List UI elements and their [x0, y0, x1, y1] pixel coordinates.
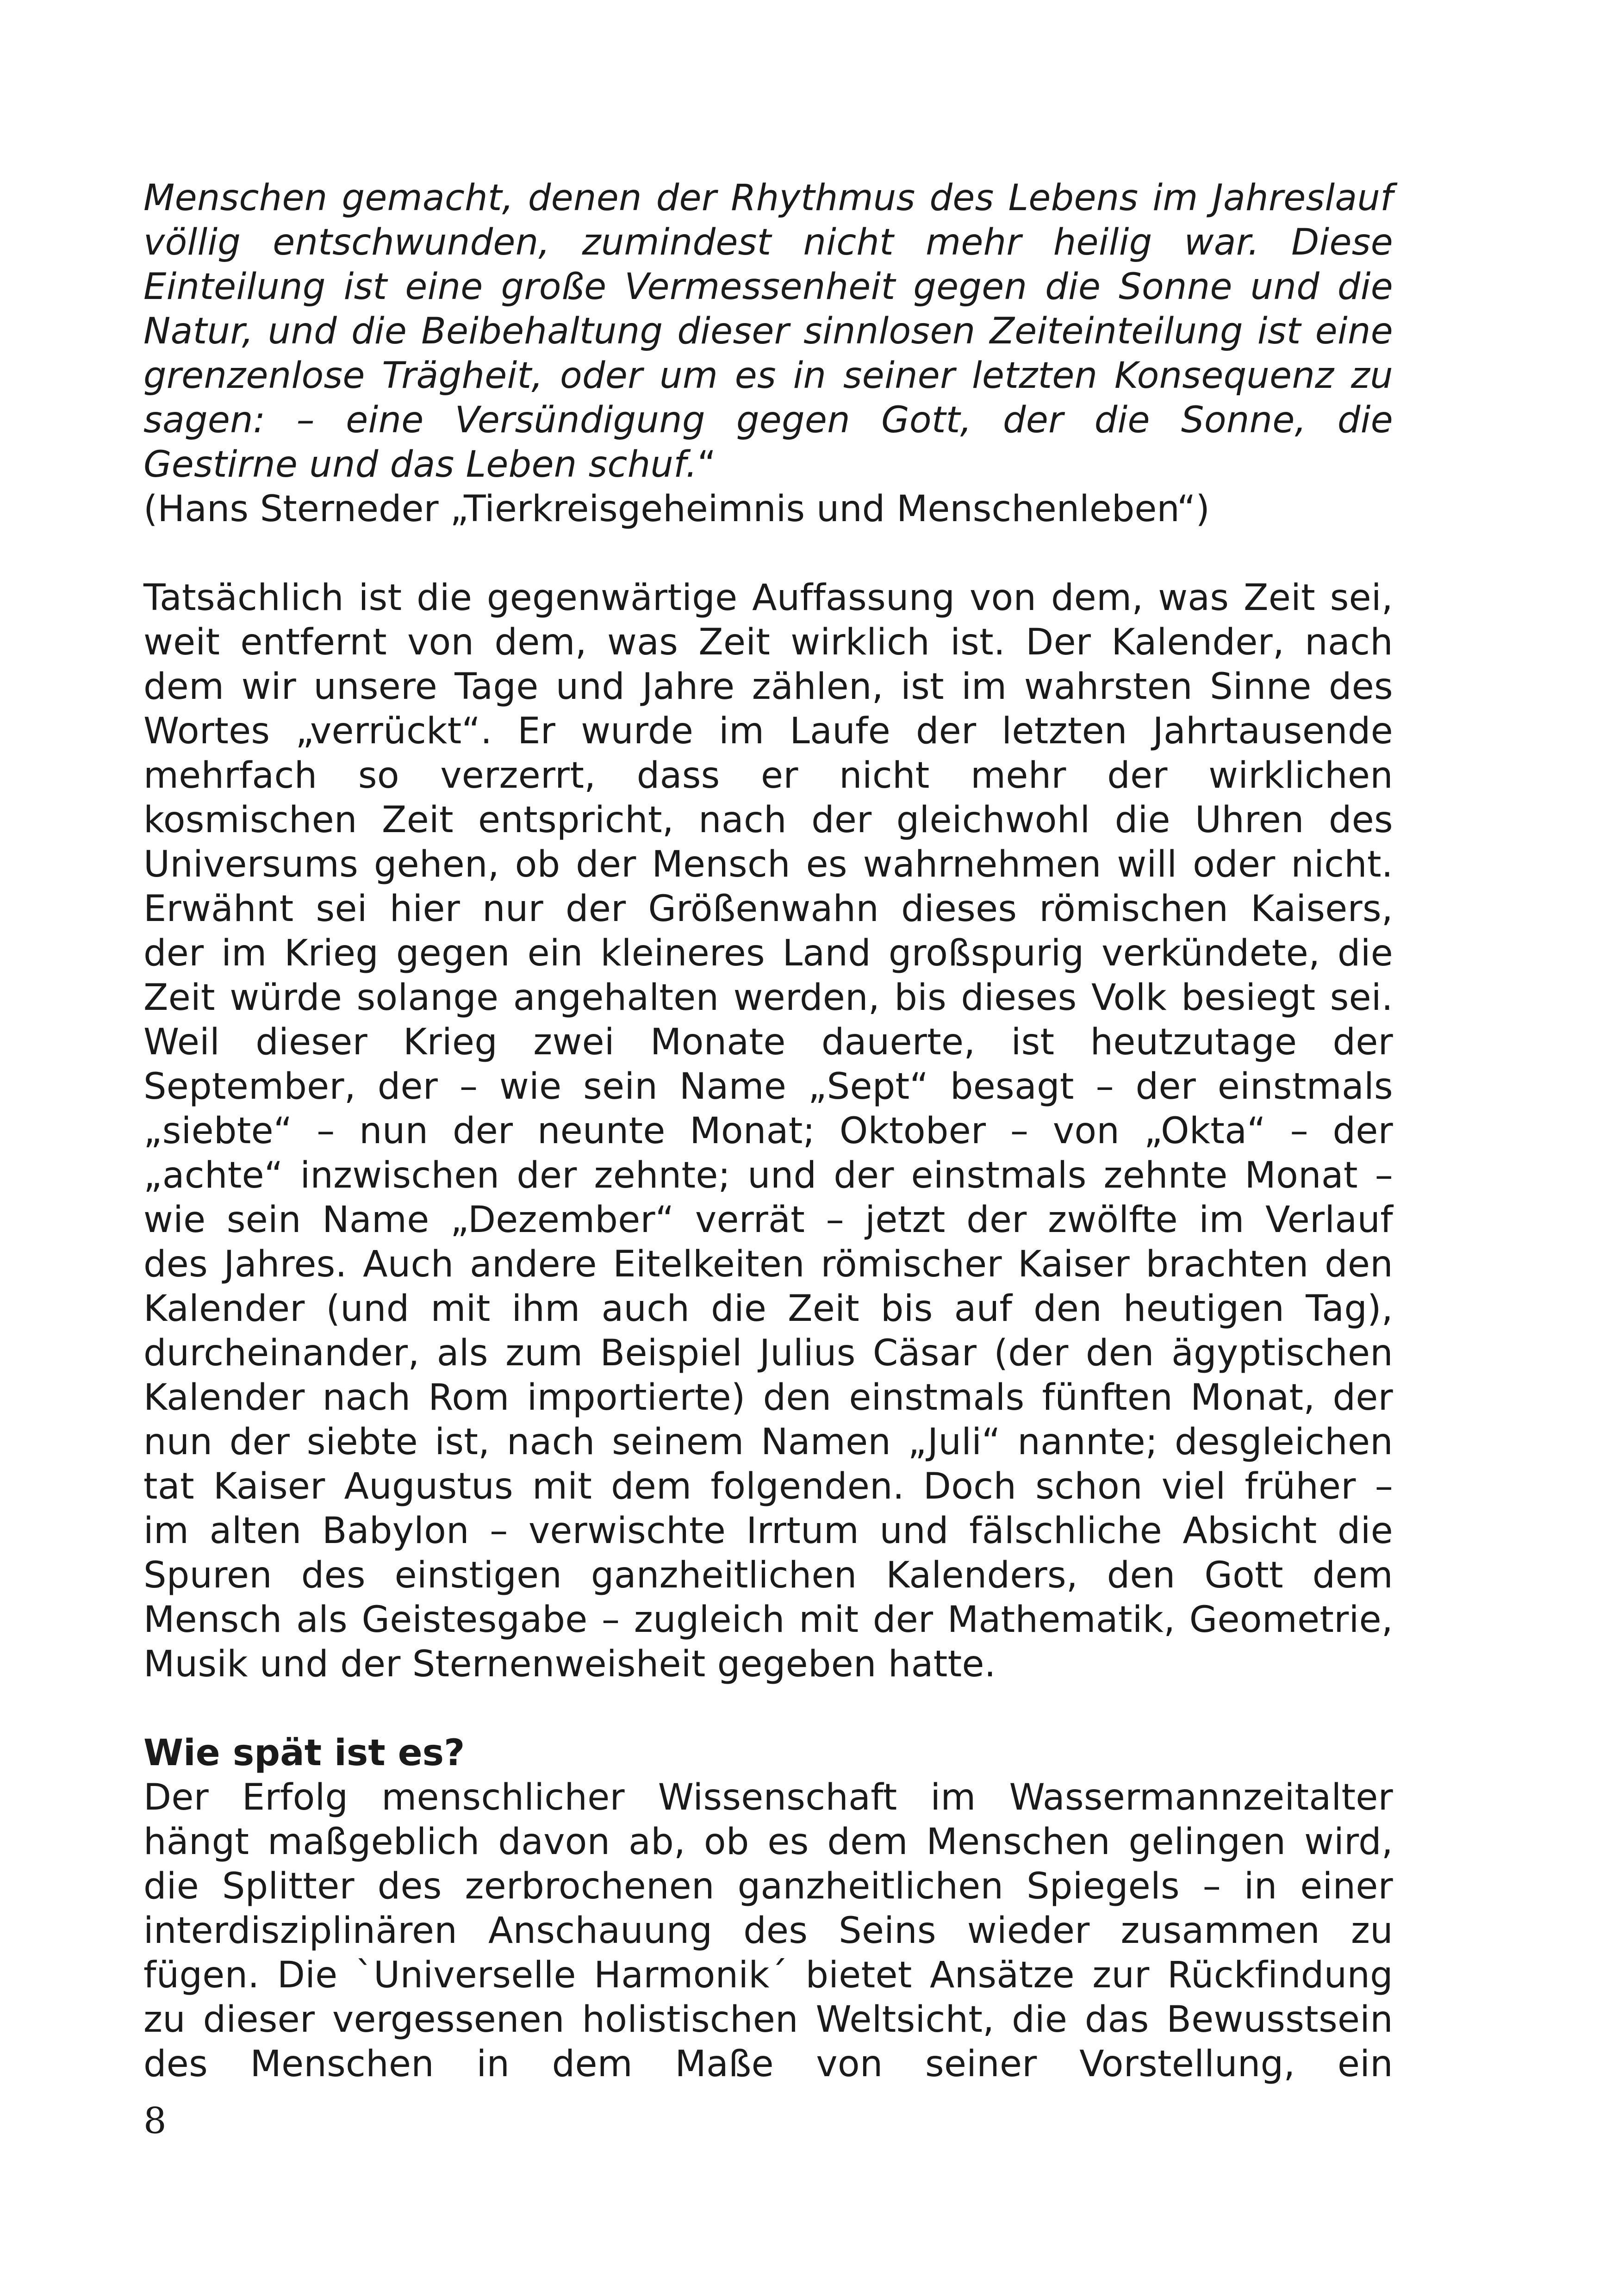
- quote-line: Natur, und die Beibehaltung dieser sinnlosen Zeiteinteilung ist eine: [143, 311, 1393, 352]
- quote-last-text: Gestirne und das Leben schuf.: [143, 444, 697, 485]
- text-line: nun der siebte ist, nach seinem Namen „Juli“ nannte; desgleichen: [143, 1421, 1393, 1463]
- text-line: Der Erfolg menschlicher Wissenschaft im Wassermannzeitalter: [143, 1777, 1393, 1818]
- page-number: 8: [143, 2100, 167, 2142]
- text-line: der im Krieg gegen ein kleineres Land großspurig verkündete, die: [143, 933, 1393, 974]
- text-line: Wortes „verrückt“. Er wurde im Laufe der letzten Jahrtausende: [143, 710, 1393, 752]
- text-line: weit entfernt von dem, was Zeit wirklich ist. Der Kalender, nach: [143, 622, 1393, 663]
- spacer: [143, 531, 1393, 576]
- text-line: kosmischen Zeit entspricht, nach der gleichwohl die Uhren des: [143, 799, 1393, 841]
- text-line: zu dieser vergessenen holistischen Weltsicht, die das Bewusstsein: [143, 1999, 1393, 2041]
- page-body: [143, 176, 1393, 2086]
- text-line: wie sein Name „Dezember“ verrät – jetzt der zwölfte im Verlauf: [143, 1199, 1393, 1241]
- text-line: im alten Babylon – verwischte Irrtum und fälschliche Absicht die: [143, 1510, 1393, 1552]
- spacer: [143, 1686, 1393, 1731]
- text-line: Kalender (und mit ihm auch die Zeit bis auf den heutigen Tag),: [143, 1288, 1393, 1330]
- text-line: hängt maßgeblich davon ab, ob es dem Menschen gelingen wird,: [143, 1821, 1393, 1863]
- text-line: Zeit würde solange angehalten werden, bis dieses Volk besiegt sei.: [143, 977, 1393, 1019]
- paragraph-1-last-line: Musik und der Sternenweisheit gegeben hatte.: [143, 1643, 996, 1685]
- quote-line: Menschen gemacht, denen der Rhythmus des Lebens im Jahreslauf: [143, 177, 1393, 219]
- quote-line: Einteilung ist eine große Vermessenheit gegen die Sonne und die: [143, 266, 1393, 308]
- text-line: Mensch als Geistesgabe – zugleich mit der Mathematik, Geometrie,: [143, 1599, 1393, 1641]
- quote-line: grenzenlose Trägheit, oder um es in seiner letzten Konsequenz zu: [143, 355, 1393, 397]
- section-heading: Wie spät ist es?: [143, 1732, 465, 1774]
- text-line: die Splitter des zerbrochenen ganzheitlichen Spiegels – in einer: [143, 1866, 1393, 1907]
- text-line: „siebte“ – nun der neunte Monat; Oktober – von „Okta“ – der: [143, 1110, 1393, 1152]
- text-line: Kalender nach Rom importierte) den einstmals fünften Monat, der: [143, 1377, 1393, 1419]
- text-line: fügen. Die `Universelle Harmonik´ bietet Ansätze zur Rückfindung: [143, 1954, 1393, 1996]
- quote-source: (Hans Sterneder „Tierkreisgeheimnis und Menschenleben“): [143, 488, 1210, 530]
- text-line: des Menschen in dem Maße von seiner Vorstellung, ein: [143, 2043, 1393, 2085]
- text-line: tat Kaiser Augustus mit dem folgenden. Doch schon viel früher –: [143, 1466, 1393, 1507]
- text-line: Erwähnt sei hier nur der Größenwahn dieses römischen Kaisers,: [143, 888, 1393, 930]
- paragraph-1: [143, 576, 1393, 1642]
- text-line: „achte“ inzwischen der zehnte; und der einstmals zehnte Monat –: [143, 1155, 1393, 1196]
- quote-block: [143, 176, 1393, 442]
- text-line: dem wir unsere Tage und Jahre zählen, ist im wahrsten Sinne des: [143, 666, 1393, 708]
- text-line: September, der – wie sein Name „Sept“ besagt – der einstmals: [143, 1066, 1393, 1108]
- quote-last-line: [143, 442, 1393, 487]
- paragraph-2: [143, 1775, 1393, 2086]
- text-line: Universums gehen, ob der Mensch es wahrnehmen will oder nicht.: [143, 844, 1393, 885]
- quote-line: sagen: – eine Versündigung gegen Gott, der die Sonne, die: [143, 399, 1393, 441]
- text-line: Weil dieser Krieg zwei Monate dauerte, ist heutzutage der: [143, 1021, 1393, 1063]
- text-line: mehrfach so verzerrt, dass er nicht mehr der wirklichen: [143, 755, 1393, 796]
- text-line: Tatsächlich ist die gegenwärtige Auffassung von dem, was Zeit sei,: [143, 577, 1393, 619]
- text-line: Spuren des einstigen ganzheitlichen Kalenders, den Gott dem: [143, 1555, 1393, 1596]
- quote-line: völlig entschwunden, zumindest nicht mehr heilig war. Diese: [143, 222, 1393, 263]
- text-line: des Jahres. Auch andere Eitelkeiten römischer Kaiser brachten den: [143, 1244, 1393, 1285]
- quote-close-mark: “: [697, 444, 716, 485]
- text-line: durcheinander, als zum Beispiel Julius Cäsar (der den ägyptischen: [143, 1332, 1393, 1374]
- text-line: interdisziplinären Anschauung des Seins wieder zusammen zu: [143, 1910, 1393, 1952]
